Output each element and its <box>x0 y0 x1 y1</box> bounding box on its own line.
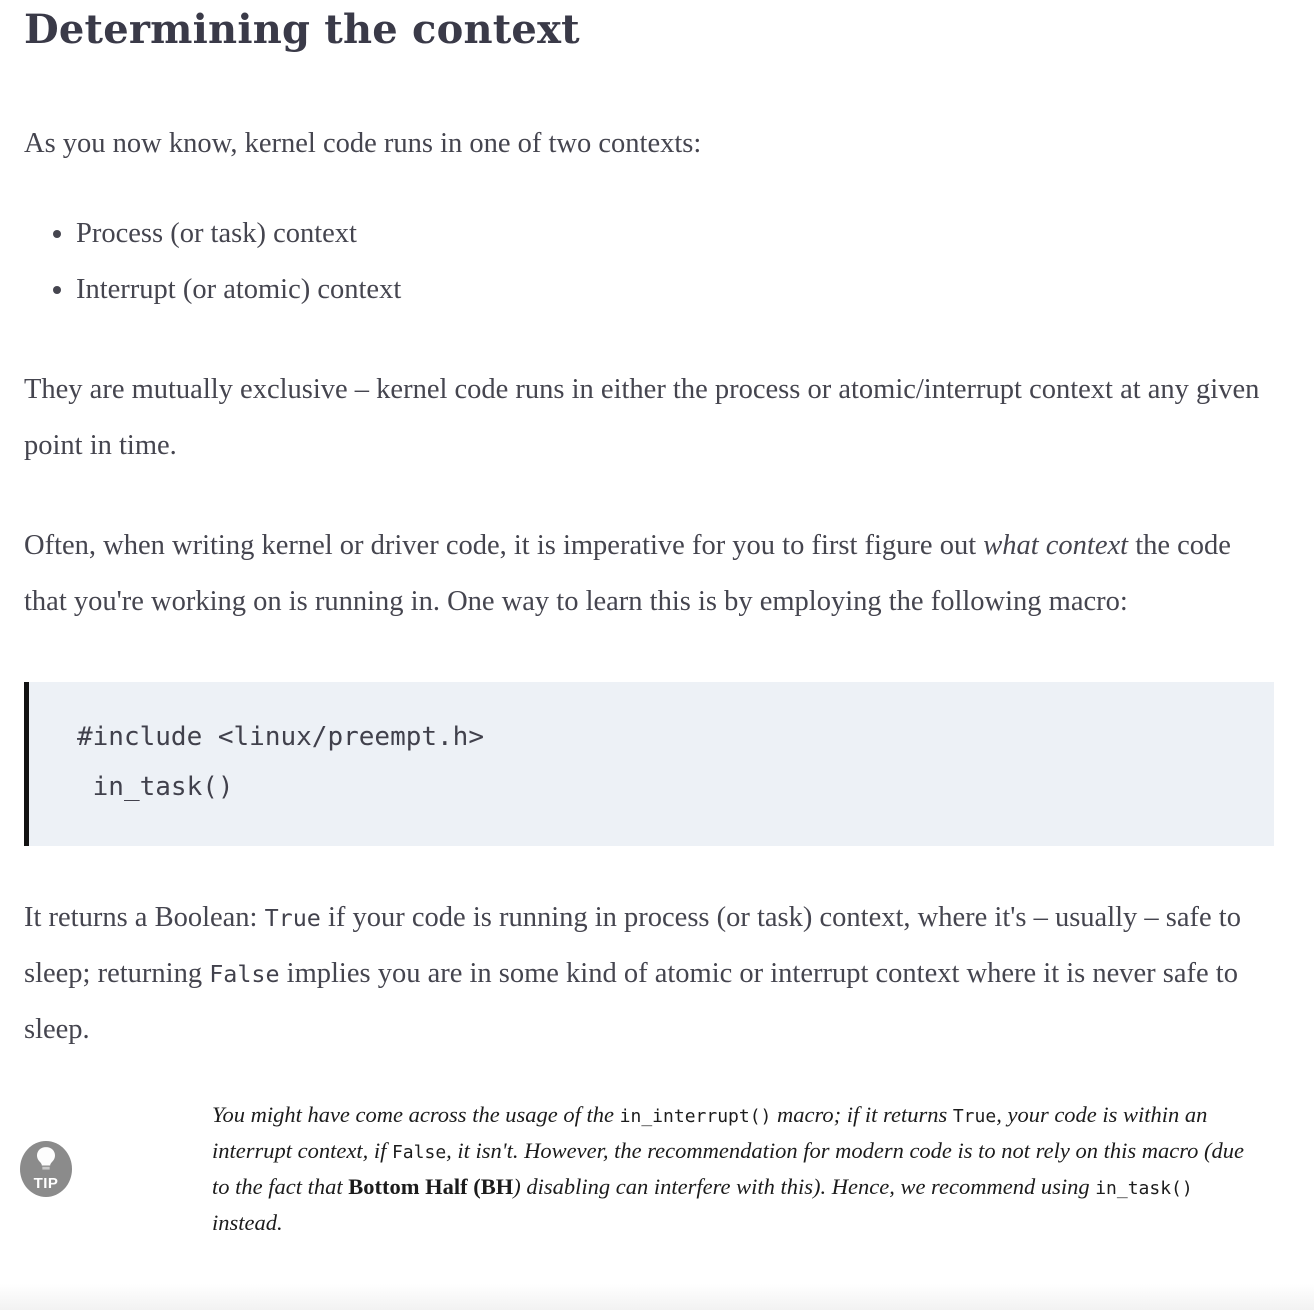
intro-paragraph: As you now know, kernel code runs in one of two contexts: <box>24 128 702 159</box>
text-segment-code: in_task() <box>1095 1178 1193 1199</box>
text-segment-code: True <box>264 904 321 932</box>
text-segment: You might have come across the usage of the <box>212 1102 620 1127</box>
text-segment: It returns a Boolean: <box>24 902 265 933</box>
text-segment: They are mutually exclusive – kernel code runs in either the process or atomic/interrupt context at any given point in time. <box>24 374 1260 461</box>
text-segment: the code that you're working on is running in. One way to learn this is by employing the following macro: <box>24 530 1231 617</box>
page-bottom-fade <box>0 1284 1314 1310</box>
list-item-process-context: • Process (or task) context <box>76 206 1274 262</box>
lightbulb-tip-icon <box>20 1141 72 1197</box>
mutually-exclusive-paragraph <box>24 362 1274 474</box>
context-macro-paragraph <box>24 518 1274 630</box>
text-segment-code: True <box>952 1106 997 1127</box>
tip-callout <box>24 1098 1274 1240</box>
tip-text <box>212 1098 1274 1240</box>
code-block <box>24 682 1274 846</box>
context-list <box>24 206 1274 318</box>
code-line-in-task: in_task() <box>77 772 234 802</box>
text-segment: Often, when writing kernel or driver code, it is imperative for you to first figure out <box>24 530 984 561</box>
text-segment: if your code is running in process (or task) context, where it's – usually – safe to sleep; returning <box>24 902 1241 989</box>
text-segment-bold: Bottom Half (BH <box>348 1174 514 1199</box>
list-item-interrupt-context: • Interrupt (or atomic) context <box>76 262 1274 318</box>
text-segment: macro; if it returns <box>771 1102 953 1127</box>
text-segment: instead. <box>212 1210 283 1235</box>
lightbulb-glyph <box>33 1146 59 1176</box>
boolean-return-paragraph <box>24 890 1274 1058</box>
tip-label: TIP <box>33 1175 59 1192</box>
text-segment: ) disabling can interfere with this). Hence, we recommend using <box>513 1174 1096 1199</box>
text-segment: , it isn't. However, the recommendation for modern code is to not rely on this macro (due to the fact that <box>212 1138 1244 1199</box>
code-line-include: #include <linux/preempt.h> <box>77 722 484 752</box>
text-segment-code: False <box>391 1142 447 1163</box>
page-title: Determining the context <box>24 6 580 53</box>
text-segment-italic: what context <box>983 530 1129 561</box>
text-segment: implies you are in some kind of atomic or interrupt context where it is never safe to sleep. <box>24 958 1238 1045</box>
text-segment: , your code is within an interrupt context, if <box>212 1102 1208 1163</box>
text-segment-code: in_interrupt() <box>619 1106 772 1127</box>
text-segment-code: False <box>209 960 280 988</box>
